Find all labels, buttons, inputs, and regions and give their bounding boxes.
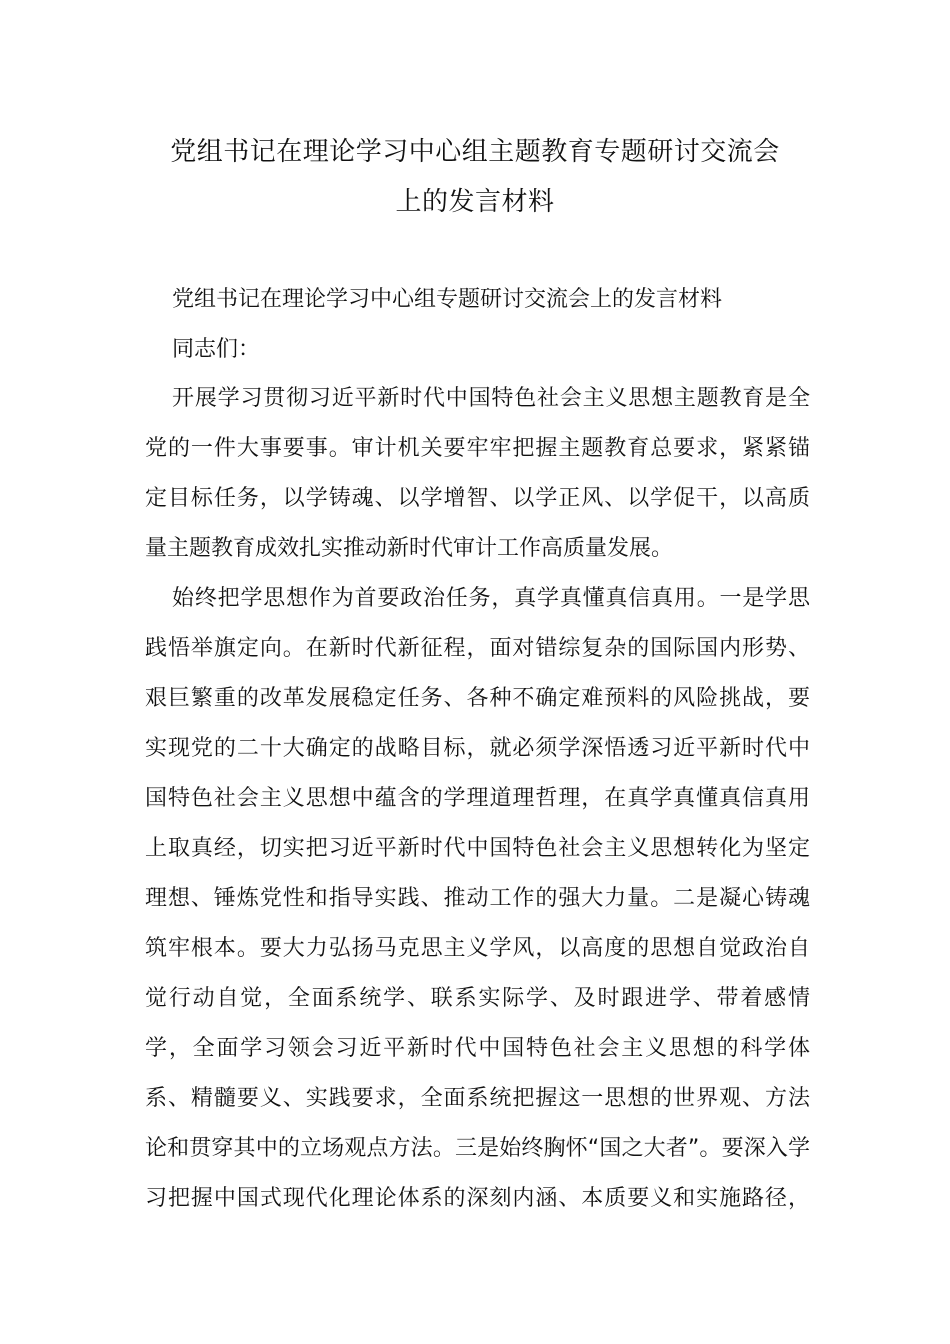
paragraph-2-line: 筑牢根本。要大力弘扬马克思主义学风，以高度的思想自觉政治自 [145, 936, 810, 961]
paragraph-1-line: 开展学习贯彻习近平新时代中国特色社会主义思想主题教育是全 [172, 386, 810, 411]
salutation: 同志们： [172, 337, 261, 362]
paragraph-2-line: 觉行动自觉，全面系统学、联系实际学、及时跟进学、带着感情 [145, 986, 810, 1011]
paragraph-2-line: 论和贯穿其中的立场观点方法。三是始终胸怀“国之大者”。要深入学 [145, 1136, 810, 1161]
document-title-line-1: 党组书记在理论学习中心组主题教育专题研讨交流会 [170, 137, 780, 167]
paragraph-1-line: 量主题教育成效扎实推动新时代审计工作高质量发展。 [145, 536, 674, 561]
document-title-line-2: 上的发言材料 [395, 187, 555, 217]
paragraph-2-line: 始终把学思想作为首要政治任务，真学真懂真信真用。一是学思 [172, 586, 810, 611]
paragraph-2-line: 学，全面学习领会习近平新时代中国特色社会主义思想的科学体 [145, 1036, 810, 1061]
paragraph-2-line: 上取真经，切实把习近平新时代中国特色社会主义思想转化为坚定 [145, 836, 810, 861]
paragraph-1-line: 党的一件大事要事。审计机关要牢牢把握主题教育总要求，紧紧锚 [145, 436, 810, 461]
paragraph-2-line: 系、精髓要义、实践要求，全面系统把握这一思想的世界观、方法 [145, 1086, 810, 1111]
paragraph-2-line: 艰巨繁重的改革发展稳定任务、各种不确定难预料的风险挑战，要 [145, 686, 810, 711]
paragraph-2-line: 习把握中国式现代化理论体系的深刻内涵、本质要义和实施路径， [145, 1186, 810, 1211]
paragraph-2-line: 实现党的二十大确定的战略目标，就必须学深悟透习近平新时代中 [145, 736, 810, 761]
paragraph-2-line: 国特色社会主义思想中蕴含的学理道理哲理，在真学真懂真信真用 [145, 786, 810, 811]
paragraph-1-line: 定目标任务，以学铸魂、以学增智、以学正风、以学促干，以高质 [145, 486, 810, 511]
subtitle: 党组书记在理论学习中心组专题研讨交流会上的发言材料 [172, 287, 723, 312]
paragraph-2-line: 践悟举旗定向。在新时代新征程，面对错综复杂的国际国内形势、 [145, 636, 810, 661]
paragraph-2-line: 理想、锤炼党性和指导实践、推动工作的强大力量。二是凝心铸魂 [145, 886, 810, 911]
